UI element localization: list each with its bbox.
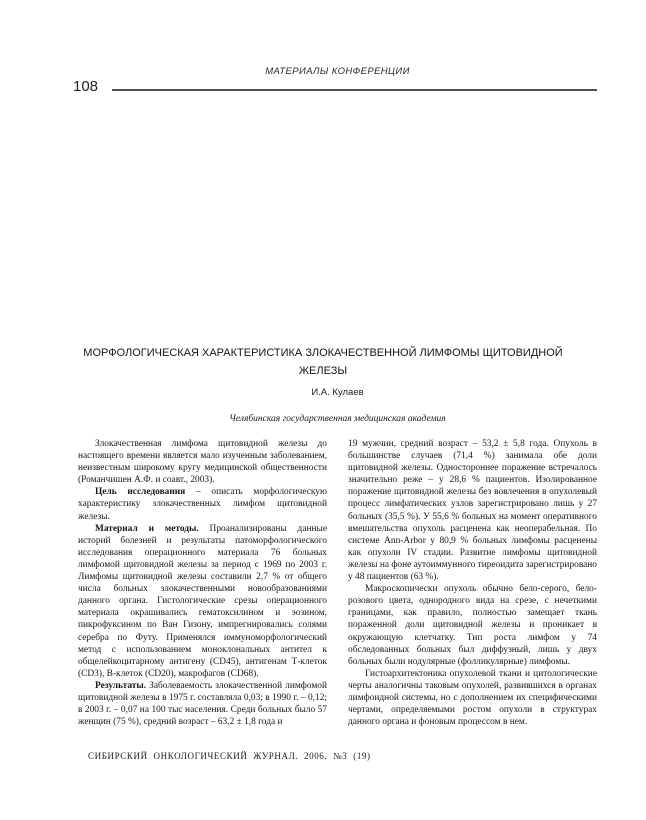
paragraph-lead: Результаты. [95,680,147,691]
article-title [63,344,583,380]
paragraph: Злокачественная лимфома щитовидной железы до настоящего времени является мало изученным заболеванием, неизвестным широкому кругу медицинской общественности (Романчишен А.Ф. и соавт., 2003). [78,439,327,486]
column-right [348,438,597,728]
footer-journal-line: СИБИРСКИЙ ОНКОЛОГИЧЕСКИЙ ЖУРНАЛ. 2006. №3 (19) [88,751,371,761]
article-title-line2: ЖЕЛЕЗЫ [298,365,348,377]
body-columns [78,438,597,728]
paragraph-lead: Материал и методы. [95,523,199,534]
paragraph: Материал и методы. Проанализированы данные историй болезней и результаты патоморфологического исследования операционного материала 76 больных лимфомой щитовидной железы за период с 1969 по 2003 г. Лимфомы щитовидной железы составили 2,7 % от общего числа больных злокачественными новообразованиями данного органа. Гистологические срезы операционного материала окрашивались гематоксилином и эозином, пикрофуксином по Ван Гизону, импрегнировались солями серебра по Футу. Применялся иммуноморфологический метод с использованием моноклональных антител к общелейкоцитарному антигену (CD45), антигенам Т-клеток (CD3), В-клеток (CD20), макрофагов (CD68). [78,523,327,679]
running-title: МАТЕРИАЛЫ КОНФЕРЕНЦИИ [265,66,410,77]
article-title-line1: МОРФОЛОГИЧЕСКАЯ ХАРАКТЕРИСТИКА ЗЛОКАЧЕСТВЕННОЙ ЛИМФОМЫ ЩИТОВИДНОЙ [83,347,563,359]
paragraph: Макроскопически опухоль обычно бело-серого, бело-розового цвета, однородного вида на срезе, с нечеткими границами, как правило, полностью замещает ткань пораженной доли щитовидной железы и проникает в окружающую клетчатку. Тип роста лимфом у 74 обследованных больных был диффузный, лишь у двух больных были нодулярные (фолликулярные) лимфомы. [348,584,597,667]
paragraph: Цель исследования – описать морфологическую характеристику злокачественных лимфом щитовидной железы. [78,487,327,522]
article-affiliation: Челябинская государственная медицинская академия [229,414,446,424]
article-author: И.А. Кулаев [311,387,364,398]
paragraph: 19 мужчин, средний возраст – 53,2 ± 5,8 года. Опухоль в большинстве случаев (71,4 %) занимала обе доли щитовидной железы. Одностороннее поражение встречалось значительно реже – у 28,6 % пациентов. Изолированное поражение щитовидной железы без вовлечения в опухолевый процесс лимфатических узлов зарегистрировано лишь у 27 больных (35,5 %). У 55,6 % больных на момент оперативного вмешательства опухоль расценена как неоперабельная. По системе Ann-Arbor у 80,9 % больных лимфомы расценены как опухоли IV стадии. Развитие лимфомы щитовидной железы на фоне аутоиммунного тиреоидита зарегистрировано у 48 пациентов (63 %). [348,439,597,583]
column-left [78,438,327,728]
paragraph-lead: Цель исследования [95,487,186,498]
page-number: 108 [73,78,99,95]
paragraph: Гистоархитектоника опухолевой ткани и цитологические черты аналогичны таковым опухолей, развившихся в органах лимфоидной системы, но с дополнением их специфическими чертами, определяемыми ростом опухоли в структурах данного органа и фоновым процессом в нем. [348,668,597,728]
header-rule [112,89,597,91]
paragraph: Результаты. Заболеваемость злокачественной лимфомой щитовидной железы в 1975 г. составляла 0,03; в 1990 г. – 0,12; в 2003 г. – 0,07 на 100 тыс населения. Среди больных было 57 женщин (75 %), средний возраст – 63,2 ± 1,8 года и [78,680,327,728]
